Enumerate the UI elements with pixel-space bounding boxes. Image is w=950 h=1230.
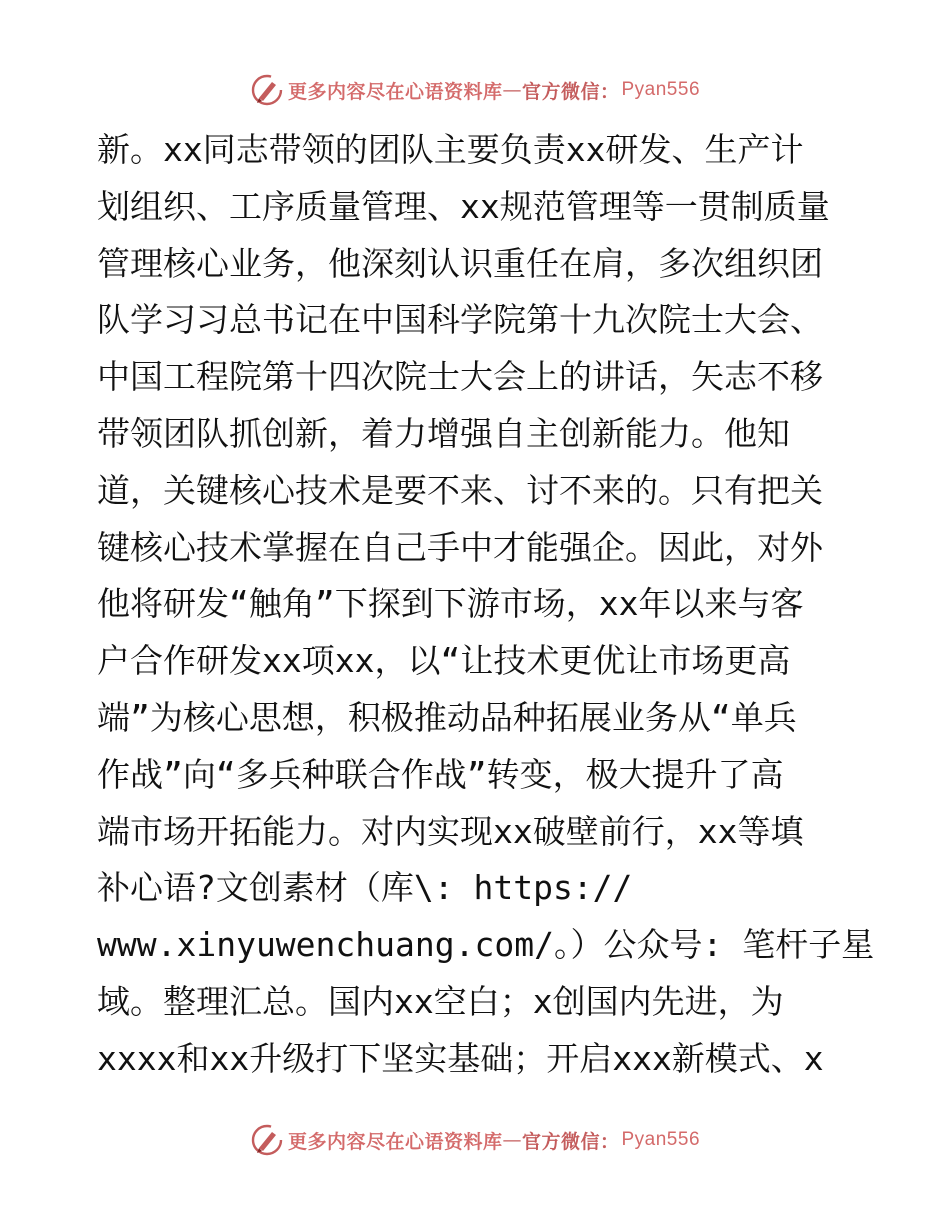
text-line: 管理核心业务，他深刻认识重任在肩，多次组织团 [97,243,823,283]
header-banner [0,70,950,110]
header-wechat-id: Pyan556 [621,79,701,100]
footer-official-label: 官方微信： [521,1130,620,1153]
header-official-label: 官方微信： [521,80,620,103]
text-line: 他将研发“触角”下探到下游市场，xx年以来与客 [97,584,804,624]
text-line: 端”为核心思想，积极推动品种拓展业务从“单兵 [97,697,797,737]
text-line: 划组织、工序质量管理、xx规范管理等一贯制质量 [97,186,830,226]
text-line: 端市场开拓能力。对内实现xx破壁前行，xx等填 [97,811,804,851]
header-brand-text: 更多内容尽在心语资料库 [287,80,503,103]
text-line: 新。xx同志带领的团队主要负责xx研发、生产计 [97,130,804,169]
text-line: 队学习习总书记在中国科学院第十九次院士大会、 [97,300,823,340]
footer-wechat-id: Pyan556 [621,1129,701,1150]
text-line: www.xinyuwenchuang.com/。）公众号: 笔杆子星 [97,925,875,965]
text-line: 户合作研发xx项xx，以“让技术更优让市场更高 [97,641,791,681]
body-paragraph [97,122,875,1088]
text-line: xxxx和xx升级打下坚实基础；开启xxx新模式、x [97,1038,824,1078]
pen-logo-icon [250,73,284,107]
footer-separator: — [502,1129,522,1151]
text-line: 带领团队抓创新，着力增强自主创新能力。他知 [97,413,790,453]
footer-brand-text: 更多内容尽在心语资料库 [287,1130,503,1153]
text-line: 中国工程院第十四次院士大会上的讲话，矢志不移 [97,357,823,397]
text-line: 域。整理汇总。国内xx空白；x创国内先进，为 [97,981,784,1021]
text-line: 键核心技术掌握在自己手中才能强企。因此，对外 [97,527,823,567]
header-separator: — [502,79,522,101]
text-line: 作战”向“多兵种联合作战”转变，极大提升了高 [97,754,784,794]
text-line: 道，关键核心技术是要不来、讨不来的。只有把关 [97,470,823,510]
text-line: 补心语?文创素材（库\: https:// [97,868,633,908]
footer-banner [0,1120,950,1160]
pen-logo-icon [250,1123,284,1157]
